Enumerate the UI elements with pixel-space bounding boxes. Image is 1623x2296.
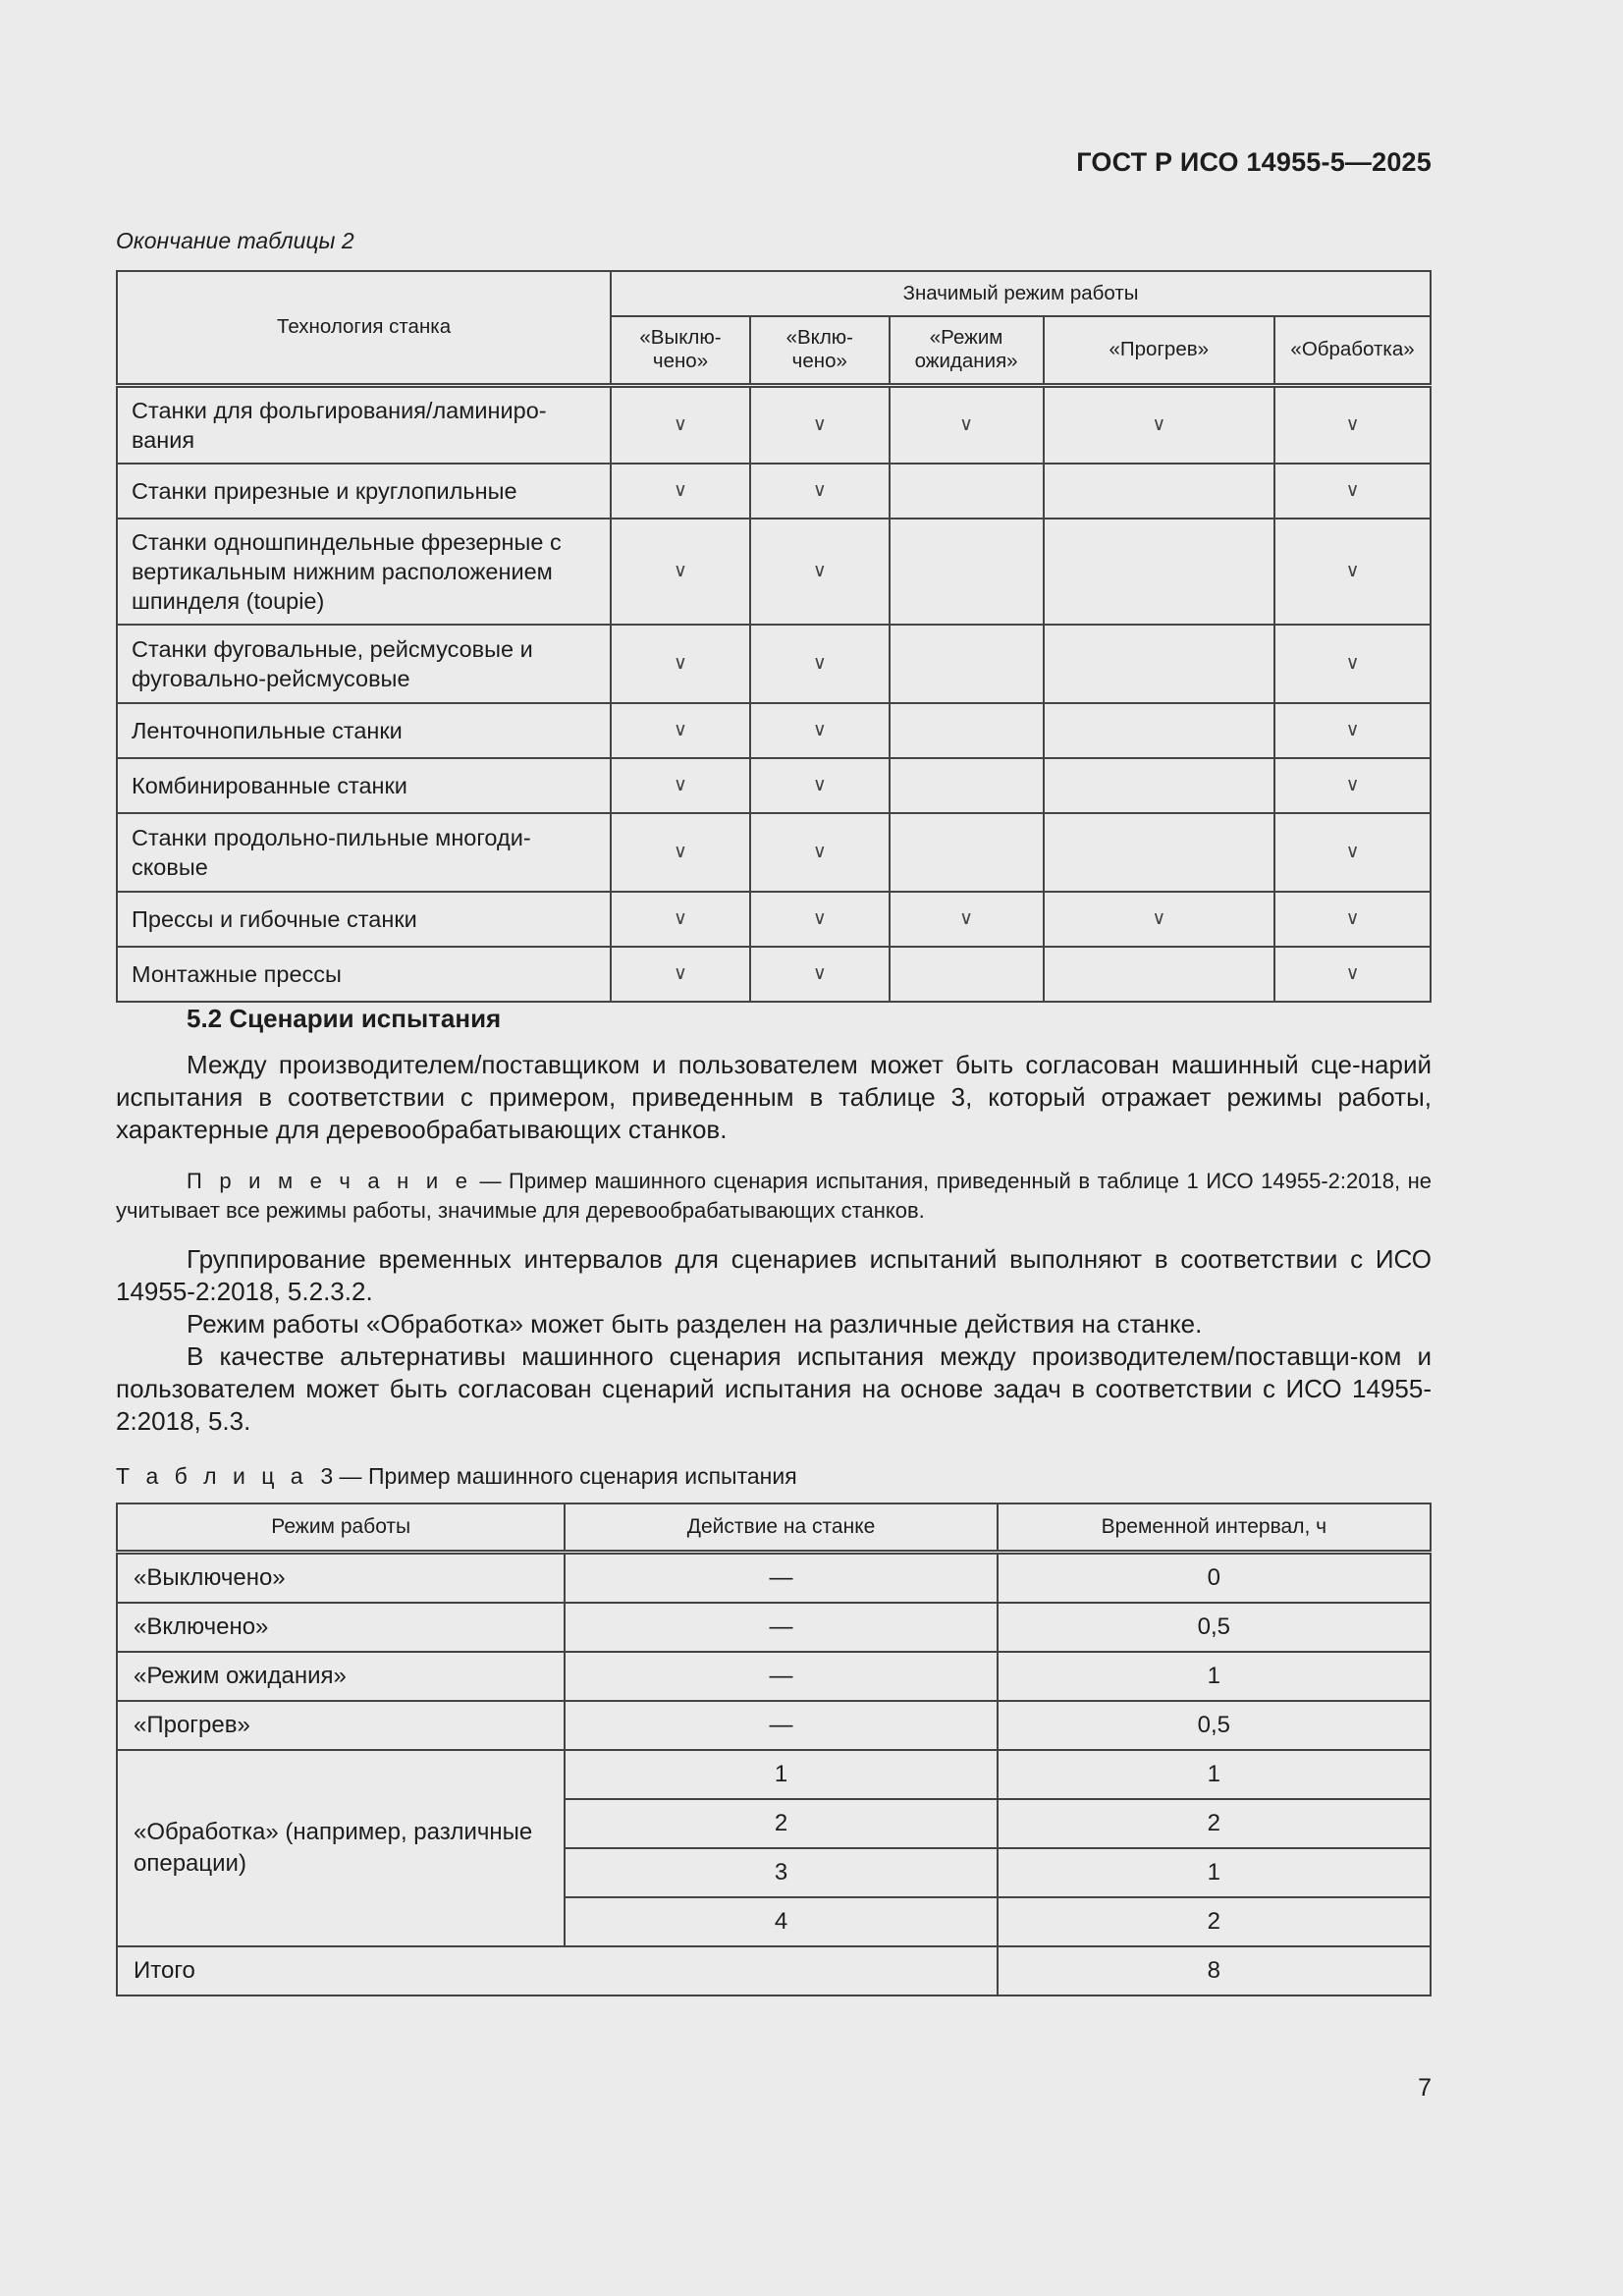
time-interval: 1 <box>998 1652 1431 1701</box>
operating-mode: «Обработка» (например, различные операции) <box>117 1750 565 1946</box>
header-mode: «Вклю- чено» <box>750 316 890 385</box>
paragraph-1: Между производителем/поставщиком и пользователем может быть согласован машинный сце-нарий испытания в соответствии с примером, приведенным в таблице 3, который отражает режимы работы, характерные для деревообрабатывающих станков. <box>116 1050 1432 1144</box>
table-2 <box>116 270 1432 1003</box>
table-row <box>117 1750 1431 1799</box>
check-mark-icon: ∨ <box>611 625 750 703</box>
check-mark-icon: ∨ <box>1274 464 1431 519</box>
table-row <box>117 1946 1431 1995</box>
empty-cell <box>1044 813 1275 892</box>
empty-cell <box>1044 703 1275 758</box>
check-mark-icon: ∨ <box>1274 947 1431 1002</box>
header-mode: «Режим ожидания» <box>890 316 1044 385</box>
check-mark-icon: ∨ <box>1274 758 1431 813</box>
check-mark-icon: ∨ <box>890 892 1044 947</box>
empty-cell <box>1044 464 1275 519</box>
operating-mode: «Режим ожидания» <box>117 1652 565 1701</box>
table-row <box>117 625 1431 703</box>
paragraph-2: Группирование временных интервалов для сценариев испытаний выполняют в соответствии с ИСО 14955-2:2018, 5.2.3.2. <box>116 1244 1432 1306</box>
check-mark-icon: ∨ <box>611 703 750 758</box>
header-tech: Технология станка <box>117 271 611 385</box>
table2-caption: Окончание таблицы 2 <box>116 228 354 253</box>
machine-technology: Ленточнопильные станки <box>117 703 611 758</box>
machine-technology: Прессы и гибочные станки <box>117 892 611 947</box>
check-mark-icon: ∨ <box>1274 703 1431 758</box>
table-row <box>117 758 1431 813</box>
check-mark-icon: ∨ <box>750 758 890 813</box>
table-row <box>117 813 1431 892</box>
section-heading: 5.2 Сценарии испытания <box>187 1004 502 1033</box>
time-interval: 0,5 <box>998 1603 1431 1652</box>
check-mark-icon: ∨ <box>1274 519 1431 625</box>
check-mark-icon: ∨ <box>611 758 750 813</box>
time-interval: 0,5 <box>998 1701 1431 1750</box>
machine-action: — <box>565 1553 997 1604</box>
operating-mode: «Прогрев» <box>117 1701 565 1750</box>
check-mark-icon: ∨ <box>750 947 890 1002</box>
check-mark-icon: ∨ <box>1274 813 1431 892</box>
machine-technology: Станки продольно-пильные многоди- сковые <box>117 813 611 892</box>
check-mark-icon: ∨ <box>750 385 890 464</box>
document-code: ГОСТ Р ИСО 14955-5—2025 <box>1076 147 1432 177</box>
table-row <box>117 947 1431 1002</box>
machine-action: 2 <box>565 1799 997 1848</box>
machine-technology: Станки фуговальные, рейсмусовые и фуговально-рейсмусовые <box>117 625 611 703</box>
empty-cell <box>890 464 1044 519</box>
total-value: 8 <box>998 1946 1431 1995</box>
empty-cell <box>1044 758 1275 813</box>
check-mark-icon: ∨ <box>750 813 890 892</box>
table-row <box>117 1553 1431 1604</box>
time-interval: 1 <box>998 1848 1431 1897</box>
empty-cell <box>1044 947 1275 1002</box>
paragraph-3: Режим работы «Обработка» может быть разделен на различные действия на станке. <box>187 1309 1203 1339</box>
empty-cell <box>890 947 1044 1002</box>
machine-action: 1 <box>565 1750 997 1799</box>
empty-cell <box>890 519 1044 625</box>
check-mark-icon: ∨ <box>611 947 750 1002</box>
check-mark-icon: ∨ <box>890 385 1044 464</box>
check-mark-icon: ∨ <box>1274 385 1431 464</box>
table-row <box>117 892 1431 947</box>
total-label: Итого <box>117 1946 998 1995</box>
machine-technology: Монтажные прессы <box>117 947 611 1002</box>
header-mode: «Прогрев» <box>1044 316 1275 385</box>
paragraph-4: В качестве альтернативы машинного сценария испытания между производителем/поставщи-ком и пользователем может быть согласован сценарий испытания на основе задач в соответствии с ИСО 14955-2:2018, 5.3. <box>116 1341 1432 1436</box>
machine-action: — <box>565 1652 997 1701</box>
empty-cell <box>890 813 1044 892</box>
check-mark-icon: ∨ <box>611 813 750 892</box>
check-mark-icon: ∨ <box>1274 625 1431 703</box>
check-mark-icon: ∨ <box>611 892 750 947</box>
table-row <box>117 1701 1431 1750</box>
table-row <box>117 1652 1431 1701</box>
column-header: Режим работы <box>117 1503 565 1553</box>
column-header: Временной интервал, ч <box>998 1503 1431 1553</box>
machine-technology: Комбинированные станки <box>117 758 611 813</box>
time-interval: 1 <box>998 1750 1431 1799</box>
check-mark-icon: ∨ <box>750 519 890 625</box>
column-header: Действие на станке <box>565 1503 997 1553</box>
check-mark-icon: ∨ <box>611 385 750 464</box>
operating-mode: «Включено» <box>117 1603 565 1652</box>
check-mark-icon: ∨ <box>1274 892 1431 947</box>
table-row <box>117 385 1431 464</box>
empty-cell <box>890 758 1044 813</box>
table-row <box>117 1603 1431 1652</box>
time-interval: 0 <box>998 1553 1431 1604</box>
check-mark-icon: ∨ <box>1044 892 1275 947</box>
table-3 <box>116 1503 1432 1996</box>
machine-action: 3 <box>565 1848 997 1897</box>
machine-technology: Станки прирезные и круглопильные <box>117 464 611 519</box>
machine-technology: Станки для фольгирования/ламиниро- вания <box>117 385 611 464</box>
note: П р и м е ч а н и е — Пример машинного сценария испытания, приведенный в таблице 1 ИСО 14955-2:2018, не учитывает все режимы работы, значимые для деревообрабатывающих станков. <box>116 1169 1432 1223</box>
header-mode: «Выклю- чено» <box>611 316 750 385</box>
table3-caption: Т а б л и ц а 3 — Пример машинного сценария испытания <box>116 1463 797 1489</box>
empty-cell <box>890 625 1044 703</box>
empty-cell <box>1044 519 1275 625</box>
table-row <box>117 519 1431 625</box>
check-mark-icon: ∨ <box>750 703 890 758</box>
table-row <box>117 703 1431 758</box>
table-row <box>117 464 1431 519</box>
machine-technology: Станки одношпиндельные фрезерные с вертикальным нижним расположением шпинделя (toupie) <box>117 519 611 625</box>
machine-action: — <box>565 1603 997 1652</box>
check-mark-icon: ∨ <box>750 464 890 519</box>
time-interval: 2 <box>998 1799 1431 1848</box>
header-mode: «Обработка» <box>1274 316 1431 385</box>
check-mark-icon: ∨ <box>750 892 890 947</box>
time-interval: 2 <box>998 1897 1431 1946</box>
operating-mode: «Выключено» <box>117 1553 565 1604</box>
check-mark-icon: ∨ <box>750 625 890 703</box>
header-mode-group: Значимый режим работы <box>611 271 1431 316</box>
machine-action: — <box>565 1701 997 1750</box>
page-number: 7 <box>1418 2074 1432 2102</box>
check-mark-icon: ∨ <box>1044 385 1275 464</box>
check-mark-icon: ∨ <box>611 464 750 519</box>
empty-cell <box>1044 625 1275 703</box>
check-mark-icon: ∨ <box>611 519 750 625</box>
machine-action: 4 <box>565 1897 997 1946</box>
empty-cell <box>890 703 1044 758</box>
